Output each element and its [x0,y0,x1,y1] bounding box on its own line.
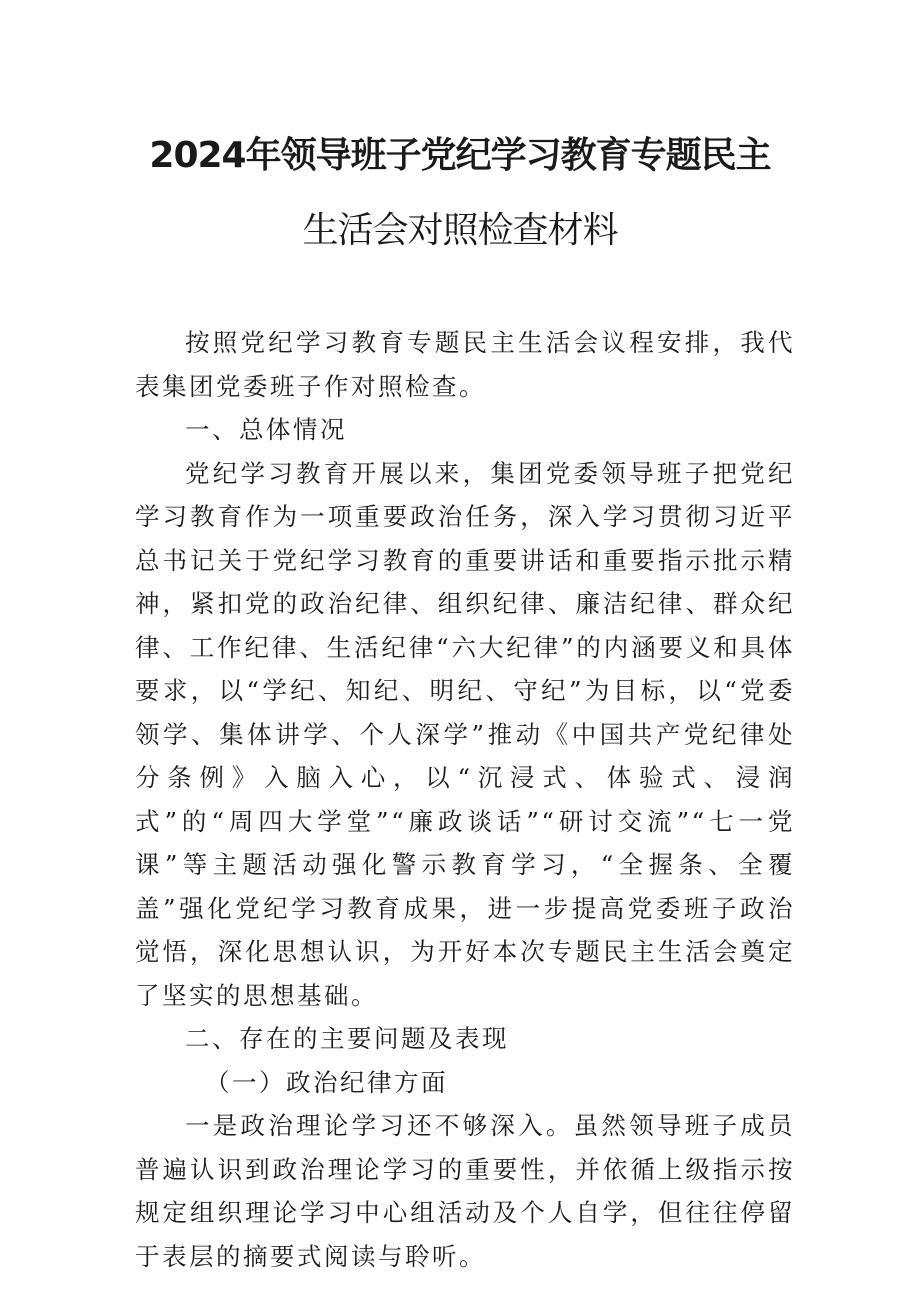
subsection-heading-political-discipline: （一）政治纪律方面 [205,1067,448,1097]
section-heading-problems: 二、存在的主要问题及表现 [185,1024,509,1053]
document-title-line-1: 2024年领导班子党纪学习教育专题民主 [149,135,771,176]
section-heading-overview: 一、总体情况 [185,415,347,444]
overview-paragraph: 党纪学习教育开展以来，集团党委领导班子把党纪学习教育作为一项重要政治任务，深入学习贯彻习近平总书记关于党纪学习教育的重要讲话和重要指示批示精神，紧扣党的政治纪律、组织纪律、廉洁纪律、群众纪律、工作纪律、生活纪律“六大纪律”的内涵要义和具体要求，以“学纪、知纪、明纪、守纪”为目标，以“党委领学、集体讲学、个人深学”推动《中国共产党纪律处分条例》入脑入心，以“沉浸式、体验式、浸润式”的“周四大学堂”“廉政谈话”“研讨交流”“七一党课”等主题活动强化警示教育学习，“全握条、全覆盖”强化党纪学习教育成果，进一步提高党委班子政治觉悟，深化思想认识，为开好本次专题民主生活会奠定了坚实的思想基础。 [135,458,795,1010]
document-body [135,321,795,1278]
political-theory-paragraph: 一是政治理论学习还不够深入。虽然领导班子成员普遍认识到政治理论学习的重要性，并依循上级指示按规定组织理论学习中心组活动及个人自学，但往往停留于表层的摘要式阅读与聆听。 [135,1111,795,1271]
intro-paragraph: 按照党纪学习教育专题民主生活会议程安排，我代表集团党委班子作对照检查。 [135,328,795,401]
document-title-line-2: 生活会对照检查材料 [302,210,618,251]
